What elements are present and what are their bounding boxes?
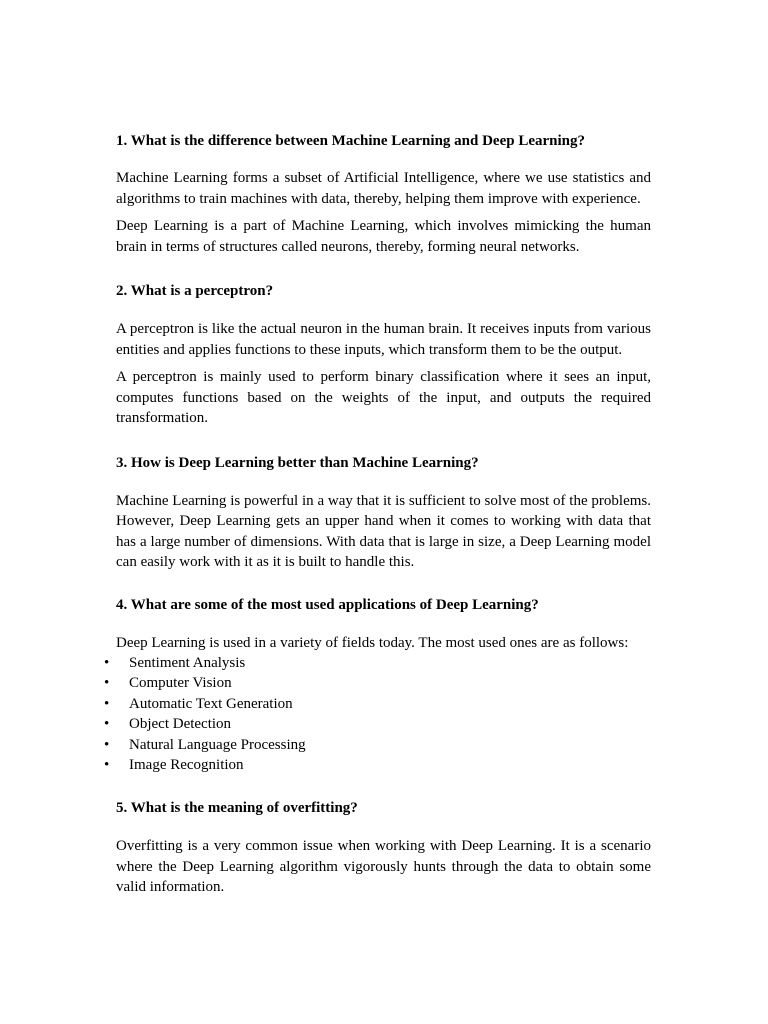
list-item: • Computer Vision <box>0 673 651 693</box>
answer-paragraph: Machine Learning is powerful in a way that it is sufficient to solve most of the problems. However, Deep Learning gets an upper hand when it comes to working with data that has a large number of dimensions. With data that is large in size, a Deep Learning model can easily work with it as it is built to handle this. <box>116 492 651 570</box>
question-heading: 5. What is the meaning of overfitting? <box>116 800 358 817</box>
list-item: • Object Detection <box>0 714 651 734</box>
document-content <box>104 131 651 905</box>
applications-list <box>0 653 651 775</box>
list-item: • Sentiment Analysis <box>0 653 651 673</box>
answer-paragraph: A perceptron is mainly used to perform binary classification where it sees an input, computes functions based on the weights of the input, and outputs the required transformation. <box>116 369 651 426</box>
bullet-icon: • <box>104 695 110 712</box>
answer-paragraph: Overfitting is a very common issue when working with Deep Learning. It is a scenario where the Deep Learning algorithm vigorously hunts through the data to obtain some valid information. <box>116 838 651 896</box>
answer-paragraph: Deep Learning is a part of Machine Learning, which involves mimicking the human brain in terms of structures called neurons, thereby, forming neural networks. <box>116 218 651 255</box>
question-heading: 1. What is the difference between Machine Learning and Deep Learning? <box>116 133 586 149</box>
bullet-icon: • <box>104 655 110 671</box>
answer-paragraph: Deep Learning is used in a variety of fields today. The most used ones are as follows: <box>116 634 629 651</box>
question-heading: 2. What is a perceptron? <box>116 283 274 299</box>
list-item: • Automatic Text Generation <box>0 694 651 714</box>
list-item: • Image Recognition <box>0 755 651 775</box>
bullet-icon: • <box>104 675 110 692</box>
answer-paragraph: A perceptron is like the actual neuron in the human brain. It receives inputs from various entities and applies functions to these inputs, which transform them to be the output. <box>116 321 651 358</box>
answer-paragraph: Machine Learning forms a subset of Artificial Intelligence, where we use statistics and algorithms to train machines with data, thereby, helping them improve with experience. <box>116 170 651 207</box>
list-item: • Natural Language Processing <box>0 735 651 755</box>
bullet-icon: • <box>104 736 110 753</box>
question-heading: 4. What are some of the most used applications of Deep Learning? <box>116 596 539 613</box>
question-heading: 3. How is Deep Learning better than Machine Learning? <box>116 454 479 471</box>
bullet-icon: • <box>104 716 110 733</box>
bullet-icon: • <box>104 757 110 774</box>
